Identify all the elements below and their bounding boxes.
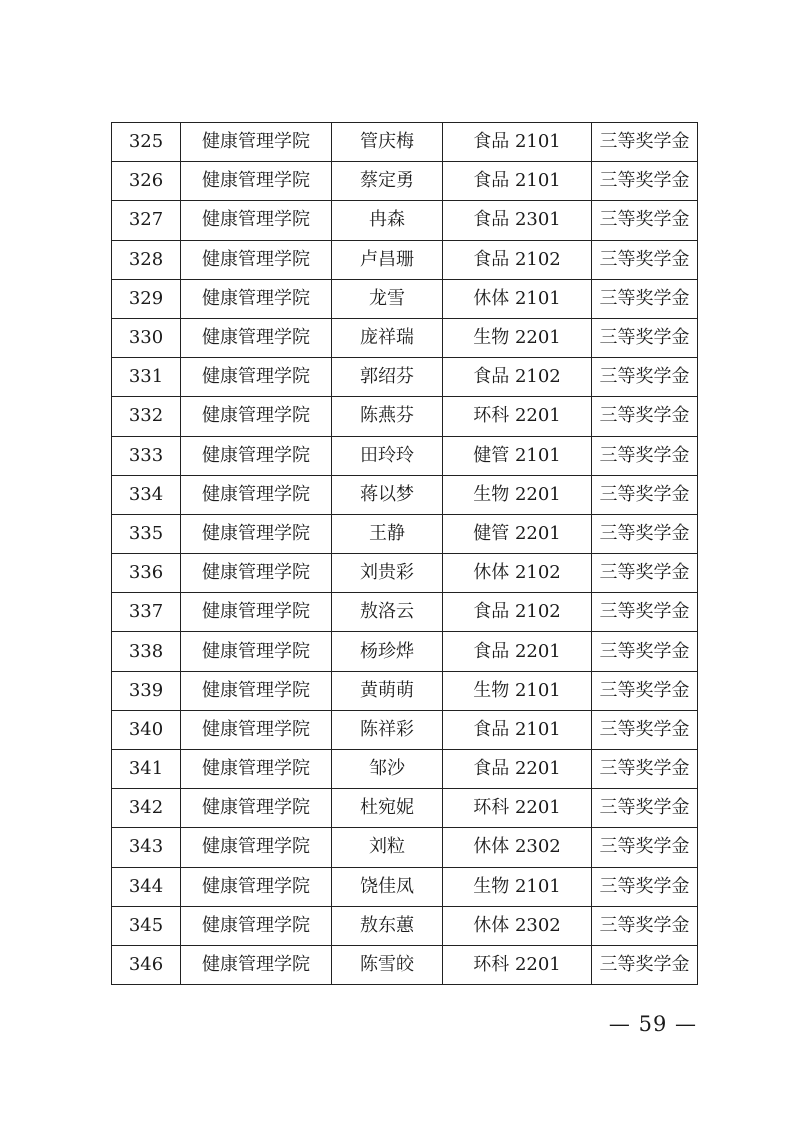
college-cell: 健康管理学院	[181, 828, 332, 867]
award-cell: 三等奖学金	[592, 358, 698, 397]
row-number-cell: 333	[112, 436, 181, 475]
award-cell: 三等奖学金	[592, 593, 698, 632]
student-name-cell: 庞祥瑞	[332, 318, 443, 357]
class-cell: 食品 2201	[443, 632, 592, 671]
award-cell: 三等奖学金	[592, 162, 698, 201]
college-cell: 健康管理学院	[181, 789, 332, 828]
table-row	[112, 358, 698, 397]
row-number-cell: 331	[112, 358, 181, 397]
award-cell: 三等奖学金	[592, 867, 698, 906]
student-name-cell: 邹沙	[332, 750, 443, 789]
college-cell: 健康管理学院	[181, 436, 332, 475]
award-cell: 三等奖学金	[592, 123, 698, 162]
row-number-cell: 332	[112, 397, 181, 436]
student-name-cell: 陈燕芬	[332, 397, 443, 436]
class-cell: 环科 2201	[443, 789, 592, 828]
class-cell: 食品 2101	[443, 123, 592, 162]
award-cell: 三等奖学金	[592, 240, 698, 279]
award-cell: 三等奖学金	[592, 828, 698, 867]
student-name-cell: 冉森	[332, 201, 443, 240]
class-cell: 食品 2301	[443, 201, 592, 240]
row-number-cell: 338	[112, 632, 181, 671]
table-row	[112, 945, 698, 984]
row-number-cell: 336	[112, 554, 181, 593]
award-cell: 三等奖学金	[592, 279, 698, 318]
table-row	[112, 710, 698, 749]
table-row	[112, 318, 698, 357]
class-cell: 食品 2102	[443, 593, 592, 632]
student-name-cell: 龙雪	[332, 279, 443, 318]
student-name-cell: 陈雪皎	[332, 945, 443, 984]
college-cell: 健康管理学院	[181, 906, 332, 945]
award-cell: 三等奖学金	[592, 789, 698, 828]
student-name-cell: 王静	[332, 514, 443, 553]
table-row	[112, 514, 698, 553]
table-row	[112, 750, 698, 789]
student-name-cell: 饶佳凤	[332, 867, 443, 906]
award-cell: 三等奖学金	[592, 906, 698, 945]
row-number-cell: 341	[112, 750, 181, 789]
class-cell: 生物 2201	[443, 475, 592, 514]
table-row	[112, 475, 698, 514]
college-cell: 健康管理学院	[181, 279, 332, 318]
award-cell: 三等奖学金	[592, 710, 698, 749]
row-number-cell: 328	[112, 240, 181, 279]
college-cell: 健康管理学院	[181, 318, 332, 357]
table-row	[112, 162, 698, 201]
award-cell: 三等奖学金	[592, 397, 698, 436]
table-row	[112, 554, 698, 593]
class-cell: 休体 2302	[443, 828, 592, 867]
college-cell: 健康管理学院	[181, 632, 332, 671]
class-cell: 生物 2101	[443, 671, 592, 710]
class-cell: 环科 2201	[443, 397, 592, 436]
college-cell: 健康管理学院	[181, 750, 332, 789]
row-number-cell: 330	[112, 318, 181, 357]
table-row	[112, 632, 698, 671]
student-name-cell: 敖洛云	[332, 593, 443, 632]
scholarship-table	[111, 122, 698, 985]
class-cell: 健管 2101	[443, 436, 592, 475]
class-cell: 食品 2102	[443, 240, 592, 279]
student-name-cell: 敖东蕙	[332, 906, 443, 945]
college-cell: 健康管理学院	[181, 554, 332, 593]
award-cell: 三等奖学金	[592, 514, 698, 553]
table-row	[112, 867, 698, 906]
row-number-cell: 339	[112, 671, 181, 710]
student-name-cell: 蔡定勇	[332, 162, 443, 201]
page-number: — 59 —	[608, 1012, 697, 1036]
college-cell: 健康管理学院	[181, 240, 332, 279]
student-name-cell: 黄萌萌	[332, 671, 443, 710]
row-number-cell: 327	[112, 201, 181, 240]
award-cell: 三等奖学金	[592, 475, 698, 514]
class-cell: 休体 2101	[443, 279, 592, 318]
class-cell: 休体 2302	[443, 906, 592, 945]
college-cell: 健康管理学院	[181, 397, 332, 436]
row-number-cell: 346	[112, 945, 181, 984]
student-name-cell: 田玲玲	[332, 436, 443, 475]
class-cell: 食品 2101	[443, 710, 592, 749]
award-cell: 三等奖学金	[592, 201, 698, 240]
row-number-cell: 345	[112, 906, 181, 945]
row-number-cell: 342	[112, 789, 181, 828]
college-cell: 健康管理学院	[181, 671, 332, 710]
award-cell: 三等奖学金	[592, 750, 698, 789]
award-cell: 三等奖学金	[592, 945, 698, 984]
table-row	[112, 906, 698, 945]
table-row	[112, 436, 698, 475]
row-number-cell: 344	[112, 867, 181, 906]
student-name-cell: 卢昌珊	[332, 240, 443, 279]
award-cell: 三等奖学金	[592, 671, 698, 710]
college-cell: 健康管理学院	[181, 201, 332, 240]
row-number-cell: 343	[112, 828, 181, 867]
student-name-cell: 郭绍芬	[332, 358, 443, 397]
college-cell: 健康管理学院	[181, 945, 332, 984]
college-cell: 健康管理学院	[181, 475, 332, 514]
table-row	[112, 397, 698, 436]
college-cell: 健康管理学院	[181, 514, 332, 553]
class-cell: 食品 2101	[443, 162, 592, 201]
class-cell: 休体 2102	[443, 554, 592, 593]
college-cell: 健康管理学院	[181, 593, 332, 632]
award-cell: 三等奖学金	[592, 318, 698, 357]
table-row	[112, 201, 698, 240]
table-body	[112, 123, 698, 985]
table-row	[112, 789, 698, 828]
table-row	[112, 828, 698, 867]
row-number-cell: 340	[112, 710, 181, 749]
row-number-cell: 334	[112, 475, 181, 514]
student-name-cell: 杨珍烨	[332, 632, 443, 671]
award-cell: 三等奖学金	[592, 436, 698, 475]
student-name-cell: 蒋以梦	[332, 475, 443, 514]
student-name-cell: 管庆梅	[332, 123, 443, 162]
award-cell: 三等奖学金	[592, 554, 698, 593]
award-cell: 三等奖学金	[592, 632, 698, 671]
class-cell: 环科 2201	[443, 945, 592, 984]
student-name-cell: 刘粒	[332, 828, 443, 867]
college-cell: 健康管理学院	[181, 358, 332, 397]
row-number-cell: 329	[112, 279, 181, 318]
row-number-cell: 335	[112, 514, 181, 553]
table-row	[112, 593, 698, 632]
class-cell: 生物 2201	[443, 318, 592, 357]
student-name-cell: 陈祥彩	[332, 710, 443, 749]
table-row	[112, 671, 698, 710]
class-cell: 食品 2102	[443, 358, 592, 397]
row-number-cell: 326	[112, 162, 181, 201]
table-row	[112, 240, 698, 279]
student-name-cell: 杜宛妮	[332, 789, 443, 828]
row-number-cell: 337	[112, 593, 181, 632]
table-row	[112, 123, 698, 162]
college-cell: 健康管理学院	[181, 162, 332, 201]
college-cell: 健康管理学院	[181, 710, 332, 749]
table-row	[112, 279, 698, 318]
class-cell: 生物 2101	[443, 867, 592, 906]
college-cell: 健康管理学院	[181, 867, 332, 906]
college-cell: 健康管理学院	[181, 123, 332, 162]
row-number-cell: 325	[112, 123, 181, 162]
class-cell: 健管 2201	[443, 514, 592, 553]
student-name-cell: 刘贵彩	[332, 554, 443, 593]
class-cell: 食品 2201	[443, 750, 592, 789]
